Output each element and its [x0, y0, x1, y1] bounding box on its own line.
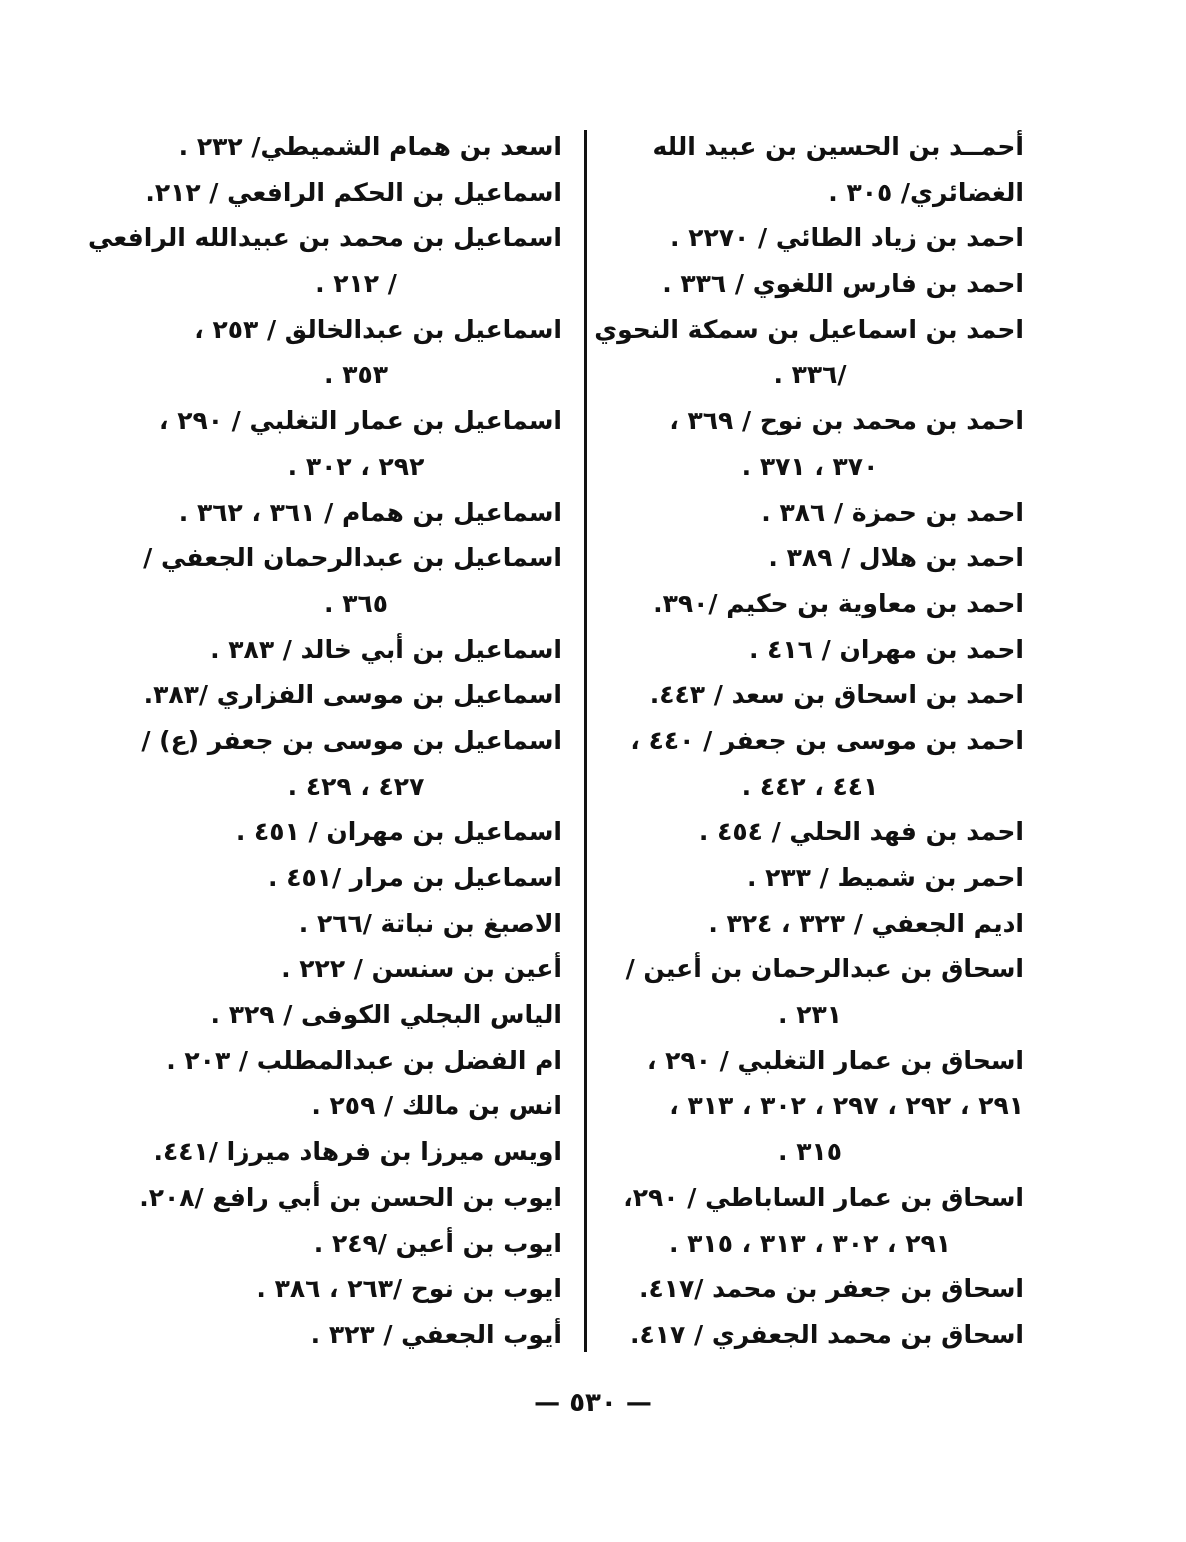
index-entry-line: اسماعيل بن موسى بن جعفر (ع) / — [141, 725, 562, 755]
index-entry-line: اسحاق بن عمار الساباطي / ٢٩٠، — [623, 1182, 1024, 1212]
index-entry-line: احمد بن محمد بن نوح / ٣٦٩ ، — [669, 406, 1024, 436]
right-index-column — [596, 124, 1024, 1358]
index-entry-line: اسماعيل بن همام / ٣٦١ ، ٣٦٢ . — [178, 497, 562, 527]
index-entry-line: احمد بن معاوية بن حكيم /٣٩٠. — [653, 588, 1024, 618]
index-entry-line: اسماعيل بن عبدالرحمان الجعفي / — [143, 543, 562, 573]
index-entry-line: ٤٤١ ، ٤٤٢ . — [741, 771, 879, 801]
index-entry-line: احمد بن اسماعيل بن سمكة النحوي — [594, 314, 1024, 344]
index-entry-line: اسعد بن همام الشميطي/ ٢٣٢ . — [178, 132, 562, 161]
index-entry-line: ٤٢٧ ، ٤٢٩ . — [287, 771, 425, 801]
index-entry-line: اسماعيل بن موسى الفزاري /٣٨٣. — [143, 680, 562, 710]
index-entry-line: اسماعيل بن عمار التغلبي / ٢٩٠ ، — [158, 406, 562, 436]
index-entry-line: ٢٣١ . — [778, 1000, 842, 1030]
index-entry-line: اسماعيل بن أبي خالد / ٣٨٣ . — [210, 634, 562, 664]
index-entry-line: احمد بن فهد الحلي / ٤٥٤ . — [698, 817, 1024, 847]
index-entry-line: ٢٩٢ ، ٣٠٢ . — [287, 451, 425, 481]
index-entry-line: ايوب بن أعين /٢٤٩ . — [313, 1228, 562, 1258]
index-entry-line: ٣٥٣ . — [324, 360, 388, 390]
index-entry-line: ايوب بن الحسن بن أبي رافع /٢٠٨. — [139, 1182, 562, 1212]
index-entry-line: ٣٧٠ ، ٣٧١ . — [741, 451, 879, 481]
index-entry-line: احمد بن مهران / ٤١٦ . — [748, 634, 1024, 664]
index-entry-line: اسماعيل بن عبدالخالق / ٢٥٣ ، — [194, 314, 562, 344]
index-entry-line: انس بن مالك / ٢٥٩ . — [311, 1091, 562, 1121]
index-entry-line: اسماعيل بن مرار /٤٥١ . — [267, 863, 562, 892]
index-entry-line: احمد بن زياد الطائي / ٢٢٧٠ . — [670, 223, 1024, 253]
index-entry-line: اسحاق بن محمد الجعفري / ٤١٧. — [630, 1319, 1024, 1349]
left-index-column — [88, 124, 562, 1358]
index-entry-line: احمد بن موسى بن جعفر / ٤٤٠ ، — [630, 725, 1024, 755]
page-number: — ٥٣٠ — — [534, 1388, 652, 1418]
index-entry-line: ٣١٥ . — [778, 1137, 842, 1167]
index-entry-line: اسماعيل بن محمد بن عبيدالله الرافعي — [88, 223, 562, 253]
index-entry-line: ٢٩١ ، ٣٠٢ ، ٣١٣ ، ٣١٥ . — [668, 1228, 952, 1258]
index-entry-line: احمد بن اسحاق بن سعد / ٤٤٣. — [649, 680, 1024, 710]
index-entry-line: احمر بن شميط / ٢٣٣ . — [746, 863, 1024, 892]
index-entry-line: الياس البجلي الكوفى / ٣٢٩ . — [210, 1000, 562, 1030]
index-entry-line: الاصبغ بن نباتة /٢٦٦ . — [298, 908, 562, 938]
index-entry-line: احمد بن هلال / ٣٨٩ . — [768, 543, 1024, 573]
column-divider — [584, 130, 587, 1352]
index-entry-line: ام الفضل بن عبدالمطلب / ٢٠٣ . — [166, 1045, 562, 1075]
index-entry-line: أعين بن سنسن / ٢٢٢ . — [281, 954, 562, 984]
index-entry-line: احمد بن فارس اللغوي / ٣٣٦ . — [662, 269, 1024, 299]
index-entry-line: ايوب بن نوح /٢٦٣ ، ٣٨٦ . — [256, 1274, 562, 1304]
index-entry-line: اويس ميرزا بن فرهاد ميرزا /٤٤١. — [153, 1137, 562, 1167]
index-entry-line: اسحاق بن عبدالرحمان بن أعين / — [625, 954, 1024, 984]
index-entry-line: ٣٦٥ . — [324, 588, 388, 618]
index-entry-line: / ٢١٢ . — [315, 269, 397, 299]
index-entry-line: الغضائري/ ٣٠٥ . — [828, 177, 1024, 207]
index-entry-line: /٣٣٦ . — [773, 360, 847, 390]
index-entry-line: أحمــد بن الحسين بن عبيد الله — [652, 132, 1024, 161]
index-entry-line: اديم الجعفي / ٣٢٣ ، ٣٢٤ . — [708, 908, 1024, 938]
index-entry-line: ٢٩١ ، ٢٩٢ ، ٢٩٧ ، ٣٠٢ ، ٣١٣ ، — [669, 1091, 1024, 1121]
index-entry-line: أيوب الجعفي / ٣٢٣ . — [310, 1319, 562, 1349]
index-entry-line: اسماعيل بن مهران / ٤٥١ . — [235, 817, 562, 847]
index-entry-line: اسحاق بن عمار التغلبي / ٢٩٠ ، — [646, 1045, 1024, 1075]
index-entry-line: اسحاق بن جعفر بن محمد /٤١٧. — [639, 1274, 1024, 1304]
index-entry-line: اسماعيل بن الحكم الرافعي / ٢١٢. — [145, 177, 562, 207]
index-entry-line: احمد بن حمزة / ٣٨٦ . — [761, 497, 1024, 527]
